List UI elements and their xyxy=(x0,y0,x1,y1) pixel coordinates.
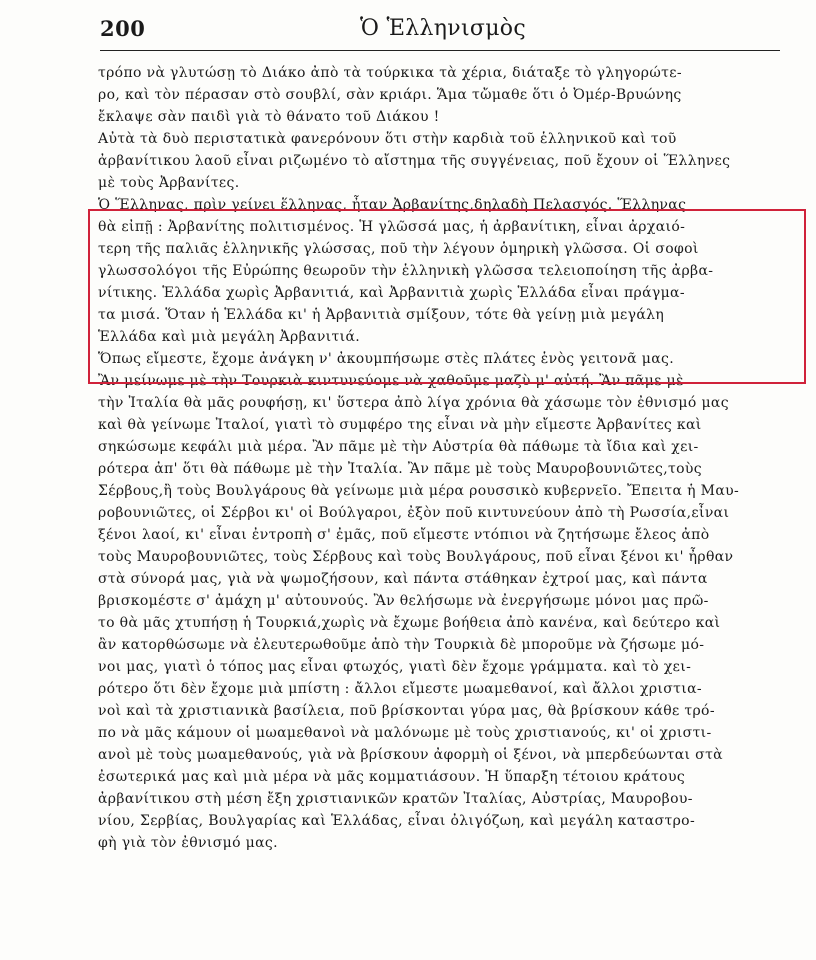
text-line: ανοὶ μὲ τοὺς μωαμεθανούς, γιὰ νὰ βρίσκουν ἀφορμὴ οἱ ξένοι, νὰ μπερδεύωνται στὰ xyxy=(98,747,723,763)
highlighted-line: νίτικης. Ἑλλάδα χωρὶς Ἀρβανιτιά, καὶ Ἀρβανιτιὰ χωρὶς Ἑλλάδα εἶναι πράγμα- xyxy=(98,285,685,301)
page-number: 200 xyxy=(100,16,146,41)
text-line: τοὺς Μαυροβουνιῶτες, τοὺς Σέρβους καὶ τοὺς Βουλγάρους, ποῦ εἶναι ξένοι κι' ἦρθαν xyxy=(98,549,734,565)
highlight-annotation-box xyxy=(88,209,806,384)
text-line: μὲ τοὺς Ἀρβανίτες. xyxy=(98,175,240,191)
highlighted-line: τερη τῆς παλιᾶς ἑλληνικῆς γλώσσας, ποῦ τὴν λέγουν ὁμηρικὴ γλῶσσα. Οἱ σοφοὶ xyxy=(98,241,699,257)
text-line: ρο, καὶ τὸν πέρασαν στὸ σουβλί, σὰν κριάρι. Ἅμα τὤμαθε ὅτι ὁ Ὀμέρ-Βρυώνης xyxy=(98,87,682,103)
header-rule xyxy=(100,50,780,51)
running-title: Ὁ Ἑλληνισμὸς xyxy=(360,16,526,41)
highlighted-line: γλωσσολόγοι τῆς Εὐρώπης θεωροῦν τὴν ἑλληνικὴ γλῶσσα τελειοποίηση τῆς ἀρβα- xyxy=(98,263,714,279)
text-line: ἐσωτερικά μας καὶ μιὰ μέρα νὰ μᾶς κομματιάσουν. Ἡ ὕπαρξη τέτοιου κράτους xyxy=(98,769,686,785)
text-line: το θὰ μᾶς χτυπήσῃ ἡ Τουρκιά,χωρὶς νὰ ἔχωμε βοήθεια ἀπὸ κανένα, καὶ δεύτερο καὶ xyxy=(98,615,721,631)
text-line: ἀρβανίτικου στὴ μέση ἔξη χριστιανικῶν κρατῶν Ἰταλίας, Αὐστρίας, Μαυροβου- xyxy=(98,791,693,807)
text-line: Σέρβους,ἢ τοὺς Βουλγάρους θὰ γείνωμε μιὰ μέρα ρουσσικὸ κυβερνεῖο. Ἔπειτα ἡ Μαυ- xyxy=(98,483,740,499)
text-line: φὴ γιὰ τὸν ἐθνισμό μας. xyxy=(98,835,278,851)
text-line: βρισκομέστε σ' ἀμάχη μ' αὐτουνούς. Ἂν θελήσωμε νὰ ἐνεργήσωμε μόνοι μας πρῶ- xyxy=(98,593,709,609)
text-line: Αὐτὰ τὰ δυὸ περιστατικὰ φανερόνουν ὅτι στὴν καρδιὰ τοῦ ἑλληνικοῦ καὶ τοῦ xyxy=(98,131,677,147)
text-line: ἀρβανίτικου λαοῦ εἶναι ριζωμένο τὸ αἴστημα τῆς συγγένειας, ποῦ ἔχουν οἱ Ἕλληνες xyxy=(98,153,731,169)
text-line: στὰ σύνορά μας, γιὰ νὰ ψωμοζήσουν, καὶ πάντα στάθηκαν ἐχτροί μας, καὶ πάντα xyxy=(98,571,708,587)
text-line: Ἂν μείνωμε μὲ τὴν Τουρκιὰ κιντυνεύομε νὰ χαθοῦμε μαζὺ μ' αὐτή. Ἂν πᾶμε μὲ xyxy=(98,373,684,389)
text-line: ξένοι λαοί, κι' εἶναι ἐντροπὴ σ' ἐμᾶς, ποῦ εἴμεστε ντόπιοι νὰ ζητήσωμε ἔλεος ἀπὸ xyxy=(98,527,710,543)
highlighted-line: Ἑλλάδα καὶ μιὰ μεγάλη Ἀρβανιτιά. xyxy=(98,329,361,345)
text-line: ἔκλαψε σὰν παιδὶ γιὰ τὸ θάνατο τοῦ Διάκου ! xyxy=(98,109,440,125)
page-header xyxy=(100,14,780,48)
text-line: νοι μας, γιατὶ ὁ τόπος μας εἶναι φτωχός, γιατὶ δὲν ἔχομε γράμματα. καὶ τὸ χει- xyxy=(98,659,692,675)
highlighted-line: θὰ εἰπῇ : Ἀρβανίτης πολιτισμένος. Ἡ γλῶσσά μας, ἡ ἀρβανίτικη, εἶναι ἀρχαιό- xyxy=(98,219,686,235)
text-line: ρότερο ὅτι δὲν ἔχομε μιὰ μπίστη : ἄλλοι εἴμεστε μωαμεθανοί, καὶ ἄλλοι χριστια- xyxy=(98,681,702,697)
highlighted-line: Ὁ Ἕλληνας, πρὶν γείνει ἕλληνας, ἦταν Ἀρβανίτης,δηλαδὴ Πελασγός. Ἕλληνας xyxy=(98,197,687,213)
text-line: τὴν Ἰταλία θὰ μᾶς ρουφήσῃ, κι' ὕστερα ἀπὸ λίγα χρόνια θὰ χάσωμε τὸν ἐθνισμό μας xyxy=(98,395,729,411)
text-line: ροβουνιῶτες, οἱ Σέρβοι κι' οἱ Βούλγαροι, ἐξὸν ποῦ κιντυνεύουν ἀπὸ τὴ Ρωσσία,εἶναι xyxy=(98,505,730,521)
text-line: νίου, Σερβίας, Βουλγαρίας καὶ Ἑλλάδας, εἶναι ὀλιγόζωη, καὶ μεγάλη καταστρο- xyxy=(98,813,696,829)
text-line: πο νὰ μᾶς κάμουν οἱ μωαμεθανοὶ νὰ μαλόνωμε μὲ τοὺς χριστιανούς, κι' οἱ χριστι- xyxy=(98,725,712,741)
body-text xyxy=(98,62,786,854)
text-line: Ὅπως εἴμεστε, ἔχομε ἀνάγκη ν' ἀκουμπήσωμε στὲς πλάτες ἑνὸς γειτονᾶ μας. xyxy=(98,351,675,367)
text-line: ρότερα ἀπ' ὅτι θὰ πάθωμε μὲ τὴν Ἰταλία. Ἂν πᾶμε μὲ τοὺς Μαυροβουνιῶτες,τοὺς xyxy=(98,461,702,477)
text-line: σηκώσωμε κεφάλι μιὰ μέρα. Ἂν πᾶμε μὲ τὴν Αὐστρία θὰ πάθωμε τὰ ἴδια καὶ χει- xyxy=(98,439,699,455)
text-line: νοὶ καὶ τὰ χριστιανικὰ βασίλεια, ποῦ βρίσκονται γύρα μας, θὰ βρίσκουν κάθε τρό- xyxy=(98,703,715,719)
text-line: ἂν κατορθώσωμε νὰ ἐλευτερωθοῦμε ἀπὸ τὴν Τουρκιὰ δὲ μποροῦμε νὰ ζήσωμε μό- xyxy=(98,637,705,653)
highlighted-line: τα μισά. Ὅταν ἡ Ἑλλάδα κι' ἡ Ἀρβανιτιὰ σμίξουν, τότε θὰ γείνῃ μιὰ μεγάλη xyxy=(98,307,665,323)
text-line: τρόπο νὰ γλυτώσῃ τὸ Διάκο ἀπὸ τὰ τούρκικα τὰ χέρια, διάταξε τὸ γληγορώτε- xyxy=(98,65,682,81)
text-line: καὶ θὰ γείνωμε Ἰταλοί, γιατὶ τὸ συμφέρο της εἶναι νὰ μὴν εἴμεστε Ἀρβανίτες καὶ xyxy=(98,417,702,433)
